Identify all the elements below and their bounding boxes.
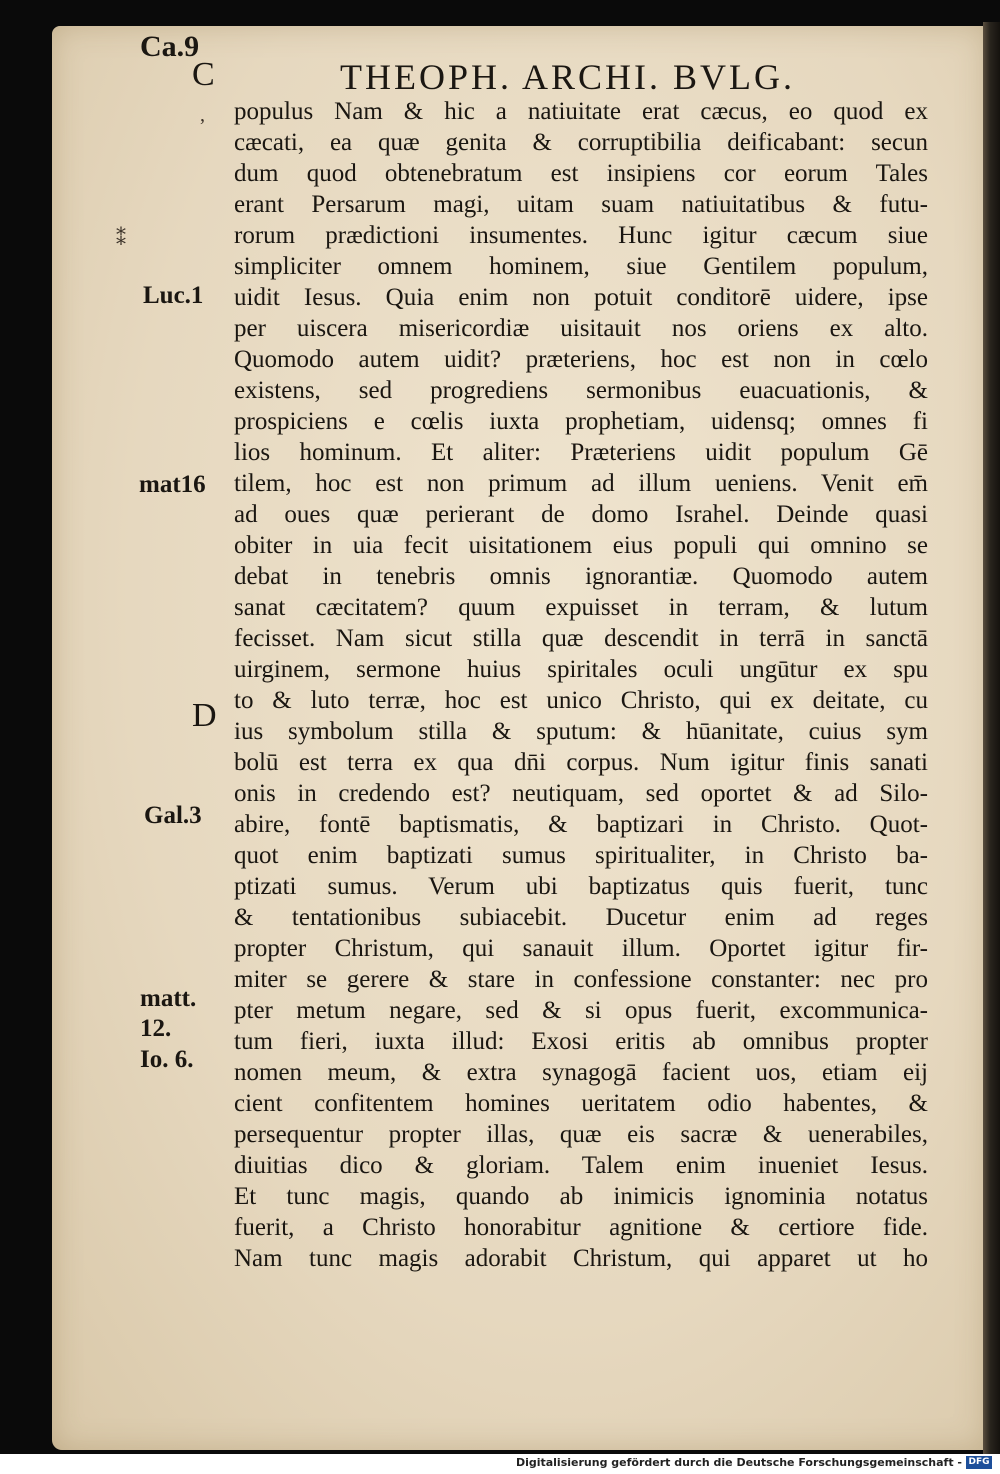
text-line: ad oues quæ perierant de domo Israhel. Deinde quasi: [234, 501, 928, 528]
footer-credit: Digitalisierung gefördert durch die Deutsche Forschungsgemeinschaft -: [515, 1456, 962, 1469]
text-line: diuitias dico & gloriam. Talem enim inueniet Iesus.: [234, 1152, 928, 1179]
chapter-label: Ca.9: [140, 30, 200, 63]
margin-note-luc: Luc.1: [143, 282, 204, 309]
text-line: obiter in uia fecit uisitationem eius populi qui omnino se: [234, 532, 928, 559]
text-line: sanat cæcitatem? quum expuisset in terram, & lutum: [234, 594, 928, 621]
body-text: [234, 96, 928, 1274]
chapter-marker: [140, 30, 215, 93]
text-line: tilem, hoc est non primum ad illum ueniens. Venit em̄: [234, 470, 928, 497]
text-line: bolū est terra ex qua dn̄i corpus. Num igitur finis sanati: [234, 749, 928, 776]
text-line: onis in credendo est? neutiquam, sed oportet & ad Silo-: [234, 780, 928, 807]
margin-note-mat16: mat16: [139, 471, 206, 498]
text-line: propter Christum, qui sanauit illum. Oportet igitur fir-: [234, 935, 928, 962]
text-line: erant Persarum magi, uitam suam natiuitatibus & futu-: [234, 191, 928, 218]
text-line: Et tunc magis, quando ab inimicis ignominia notatus: [234, 1183, 928, 1210]
page-edge-shadow: [983, 22, 1000, 1454]
running-title: THEOPH. ARCHI. BVLG.: [340, 57, 796, 97]
text-line: ptizati sumus. Verum ubi baptizatus quis fuerit, tunc: [234, 873, 928, 900]
text-line: prospiciens e cœlis iuxta prophetiam, uidensq; omnes fi: [234, 408, 928, 435]
text-line: cient confitentem homines ueritatem odio habentes, &: [234, 1090, 928, 1117]
text-line: abire, fontē baptismatis, & baptizari in Christo. Quot-: [234, 811, 928, 838]
text-line: tum fieri, iuxta illud: Exosi eritis ab omnibus propter: [234, 1028, 928, 1055]
text-line: pter metum negare, sed & si opus fuerit, excommunica-: [234, 997, 928, 1024]
text-line: existens, sed progrediens sermonibus euacuationis, &: [234, 377, 928, 404]
text-line: ius symbolum stilla & sputum: & hūanitate, cuius sym: [234, 718, 928, 745]
section-letter: D: [192, 697, 217, 734]
margin-note-matt: matt.: [140, 985, 197, 1012]
text-line: populus Nam & hic a natiuitate erat cæcus, eo quod ex: [234, 98, 928, 125]
text-line: uirginem, sermone huius spiritales oculi ungūtur ex spu: [234, 656, 928, 683]
text-line: fuerit, a Christo honorabitur agnitione & certiore fide.: [234, 1214, 928, 1241]
text-line: lios hominum. Et aliter: Præteriens uidit populum Gē: [234, 439, 928, 466]
margin-tick: ⁑: [116, 228, 126, 250]
dfg-logo: DFG: [966, 1456, 992, 1469]
text-line: fecisset. Nam sicut stilla quæ descendit in terrā in sanctā: [234, 625, 928, 652]
text-line: per uiscera misericordiæ uisitauit nos oriens ex alto.: [234, 315, 928, 342]
text-line: quot enim baptizati sumus spiritualiter, in Christo ba-: [234, 842, 928, 869]
margin-note-io6: Io. 6.: [140, 1046, 194, 1073]
text-line: uidit Iesus. Quia enim non potuit conditorē uidere, ipse: [234, 284, 928, 311]
text-line: cæcati, ea quæ genita & corruptibilia deificabant: secun: [234, 129, 928, 156]
text-line: to & luto terræ, hoc est unico Christo, qui ex deitate, cu: [234, 687, 928, 714]
text-line: simpliciter omnem hominem, siue Gentilem populum,: [234, 253, 928, 280]
text-line: Quomodo autem uidit? præteriens, hoc est non in cœlo: [234, 346, 928, 373]
margin-tick: ,: [200, 104, 205, 126]
margin-note-gal: Gal.3: [144, 802, 202, 829]
signature-mark: C: [192, 56, 215, 93]
text-line: nomen meum, & extra synagogā facient uos, etiam eij: [234, 1059, 928, 1086]
margin-note-12: 12.: [140, 1015, 172, 1042]
text-line: persequentur propter illas, quæ eis sacræ & uenerabiles,: [234, 1121, 928, 1148]
text-line: rorum prædictioni insumentes. Hunc igitur cæcum siue: [234, 222, 928, 249]
text-line: debat in tenebris omnis ignorantiæ. Quomodo autem: [234, 563, 928, 590]
text-line: dum quod obtenebratum est insipiens cor eorum Tales: [234, 160, 928, 187]
text-line: miter se gerere & stare in confessione constanter: nec pro: [234, 966, 928, 993]
text-line: & tentationibus subiacebit. Ducetur enim ad reges: [234, 904, 928, 931]
text-line: Nam tunc magis adorabit Christum, qui apparet ut ho: [234, 1245, 928, 1272]
